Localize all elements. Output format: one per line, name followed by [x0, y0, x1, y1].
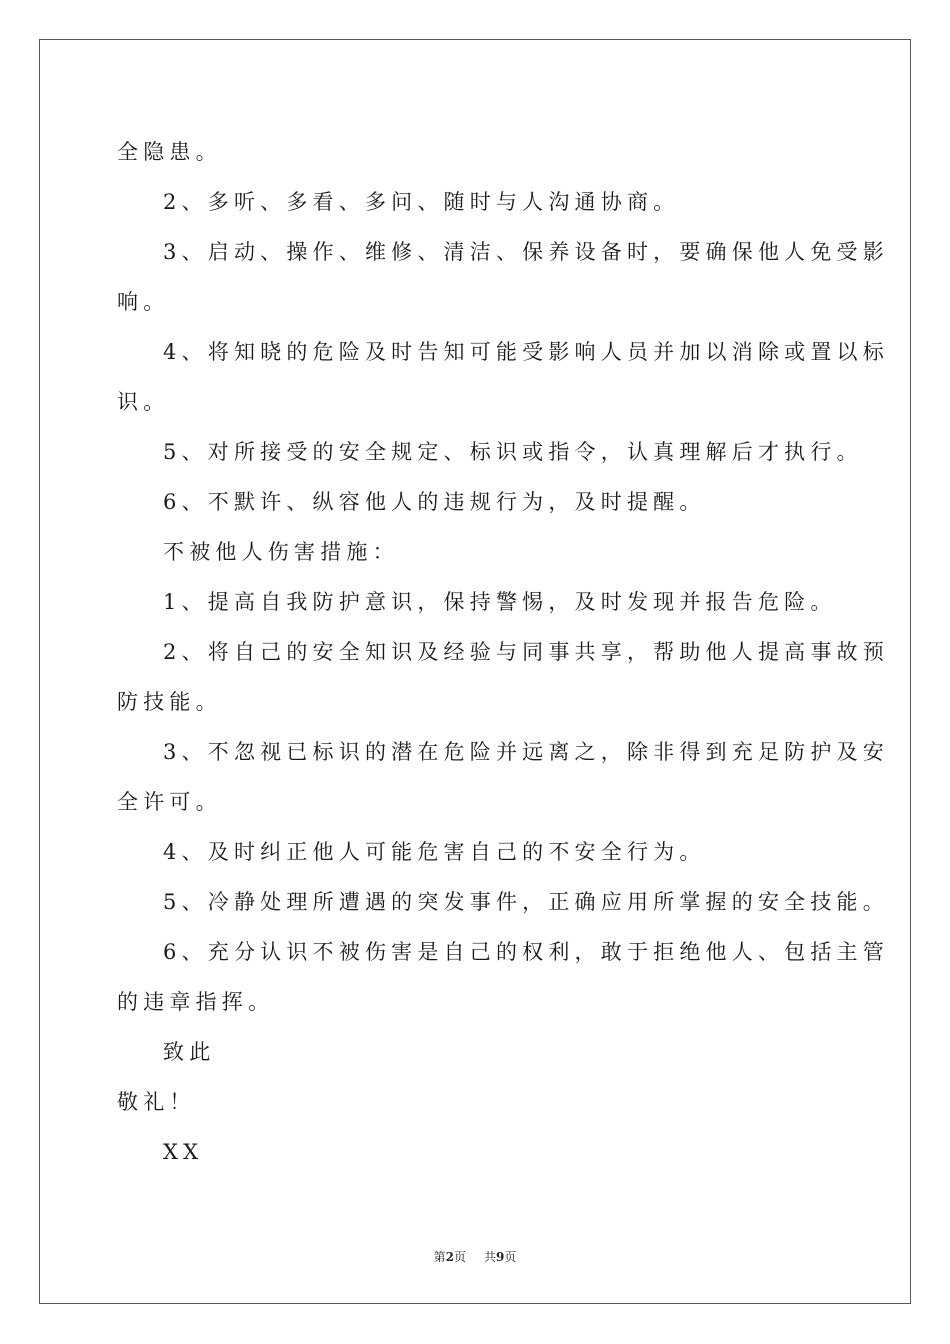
page-suffix: 页 — [453, 1250, 466, 1264]
page-prefix: 第 — [433, 1250, 446, 1264]
text-line: 全隐患。 — [117, 140, 222, 164]
text-line: 3、不忽视已标识的潜在危险并远离之，除非得到充足防护及安 — [163, 740, 889, 764]
text-line: 4、将知晓的危险及时告知可能受影响人员并加以消除或置以标 — [163, 340, 889, 364]
text-line: 5、对所接受的安全规定、标识或指令，认真理解后才执行。 — [163, 440, 863, 464]
signature-line: XX — [163, 1140, 204, 1164]
text-line: 识。 — [117, 390, 170, 414]
total-suffix: 页 — [504, 1250, 517, 1264]
closing-line: 致此 — [163, 1040, 216, 1064]
text-line: 2、多听、多看、多问、随时与人沟通协商。 — [163, 190, 680, 214]
text-line: 6、不默许、纵容他人的违规行为，及时提醒。 — [163, 490, 706, 514]
page-number: 2 — [445, 1250, 454, 1264]
text-line: 防技能。 — [117, 690, 222, 714]
total-pages: 9 — [496, 1250, 505, 1264]
text-line: 1、提高自我防护意识，保持警惕，及时发现并报告危险。 — [163, 590, 837, 614]
page-footer — [0, 1248, 950, 1265]
text-line: 的违章指挥。 — [117, 990, 275, 1014]
text-line: 4、及时纠正他人可能危害自己的不安全行为。 — [163, 840, 706, 864]
section-heading: 不被他人伤害措施： — [163, 540, 399, 564]
document-body — [117, 127, 889, 1177]
text-line: 3、启动、操作、维修、清洁、保养设备时，要确保他人免受影 — [163, 240, 889, 264]
text-line: 响。 — [117, 290, 170, 314]
text-line: 全许可。 — [117, 790, 222, 814]
salutation-line: 敬礼！ — [117, 1090, 196, 1114]
total-prefix: 共 — [484, 1250, 497, 1264]
text-line: 6、充分认识不被伤害是自己的权利，敢于拒绝他人、包括主管 — [163, 940, 889, 964]
text-line: 5、冷静处理所遭遇的突发事件，正确应用所掌握的安全技能。 — [163, 890, 889, 914]
text-line: 2、将自己的安全知识及经验与同事共享，帮助他人提高事故预 — [163, 640, 889, 664]
